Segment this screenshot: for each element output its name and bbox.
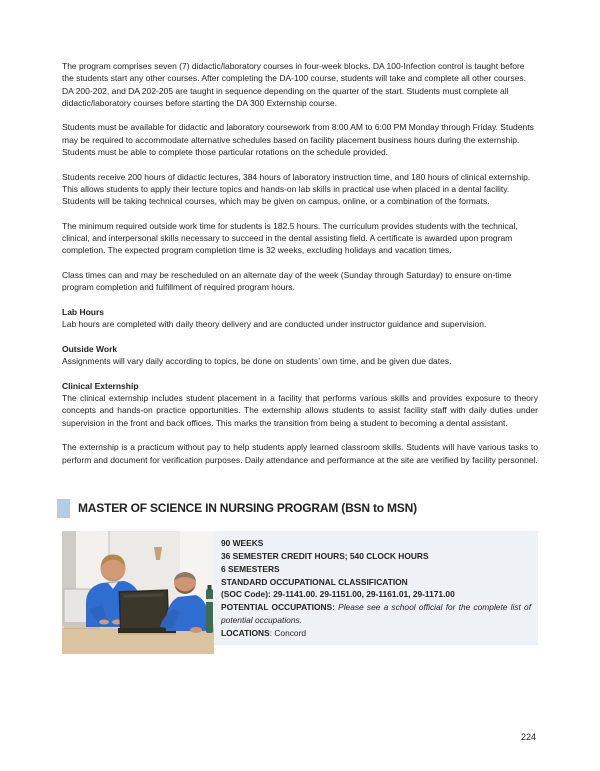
program-detail-credit-hours: 36 SEMESTER CREDIT HOURS; 540 CLOCK HOURS — [221, 550, 429, 561]
body-paragraph: The program comprises seven (7) didactic/laboratory courses in four-week blocks. DA 100-Infection control is taught before the students start any other courses. After completing the DA-100 course, students will take and complete all other courses. DA 200-202, and DA 202-205 are taught in sequence depending on the quarter of the start. Students must complete all didactic/laboratory courses before starting the DA 300 Externship course. — [62, 61, 526, 108]
program-photo — [62, 531, 214, 654]
program-detail-weeks: 90 WEEKS — [221, 537, 264, 548]
subsection-heading: Lab Hours — [62, 306, 105, 317]
program-title: MASTER OF SCIENCE IN NURSING PROGRAM (BSN to MSN) — [78, 501, 417, 516]
program-info-row — [62, 531, 538, 654]
body-paragraph: Assignments will vary daily according to topics, be done on students’ own time, and be given due dates. — [62, 356, 452, 367]
subsection-heading: Outside Work — [62, 343, 118, 354]
locations-value: : Concord — [269, 628, 307, 639]
body-paragraph: Students receive 200 hours of didactic lectures, 384 hours of laboratory instruction time, and 180 hours of clinical externship. This allows students to apply their lecture topics and hands-on lab skills in practical use when placed in a dental facility. Students will be taking technical courses, which may be given on campus, online, or a combination of the formats. — [62, 171, 531, 207]
potential-occupations-label: POTENTIAL OCCUPATIONS: — [221, 602, 335, 613]
subsection-lab-hours — [62, 306, 538, 331]
subsection-outside-work — [62, 343, 538, 368]
subsection-clinical-externship — [62, 380, 538, 466]
page-number: 224 — [520, 732, 536, 742]
body-paragraph: Class times can and may be rescheduled on an alternate day of the week (Sunday through Saturday) to ensure on-time program completion and fulfillment of required program hours. — [62, 270, 512, 293]
potential-occupations-note: Please see a school official for the complete list of potential occupations. — [221, 602, 532, 626]
body-paragraph: The externship is a practicum without pay to help students apply learned classroom skills. Students will have various tasks to perform and document for verification purposes. Daily attendance and performance at the site are verified by facility personnel. — [62, 442, 538, 465]
subsection-heading: Clinical Externship — [62, 380, 139, 391]
photo-illustration — [62, 531, 214, 654]
body-paragraph: Lab hours are completed with daily theory delivery and are conducted under instructor guidance and supervision. — [62, 319, 487, 330]
program-detail-soc-codes: (SOC Code): 29-1141.00. 29-1151.00, 29-1161.01, 29-1171.00 — [221, 589, 455, 600]
program-info-panel — [214, 531, 538, 645]
program-detail-soc-title: STANDARD OCCUPATIONAL CLASSIFICATION — [221, 576, 408, 587]
section-marker-icon — [57, 499, 70, 518]
program-potential-occupations — [221, 601, 531, 627]
body-paragraph: The clinical externship includes student placement in a facility that performs various skills and provides exposure to theory concepts and hands-on practice opportunities. The externship allows students to assist facility staff with daily duties under supervision in the front and back offices. This marks the transition from being a student to becoming a dental assistant. — [62, 393, 538, 428]
body-paragraph: Students must be available for didactic and laboratory coursework from 8:00 AM to 6:00 PM Monday through Friday. Students may be required to accommodate alternative schedules based on facility placement business hours during the externship. Students must be able to complete those particular rotations on the schedule provided. — [62, 122, 534, 158]
locations-label: LOCATIONS — [221, 628, 270, 639]
program-locations — [221, 627, 531, 640]
body-paragraph: The minimum required outside work time for students is 182.5 hours. The curriculum provides students with the technical, clinical, and interpersonal skills necessary to succeed in the dental assisting field. A certificate is awarded upon program completion. The expected program completion time is 32 weeks, excluding holidays and vacation times. — [62, 220, 518, 256]
program-detail-semesters: 6 SEMESTERS — [221, 563, 280, 574]
program-section-header — [57, 499, 538, 518]
